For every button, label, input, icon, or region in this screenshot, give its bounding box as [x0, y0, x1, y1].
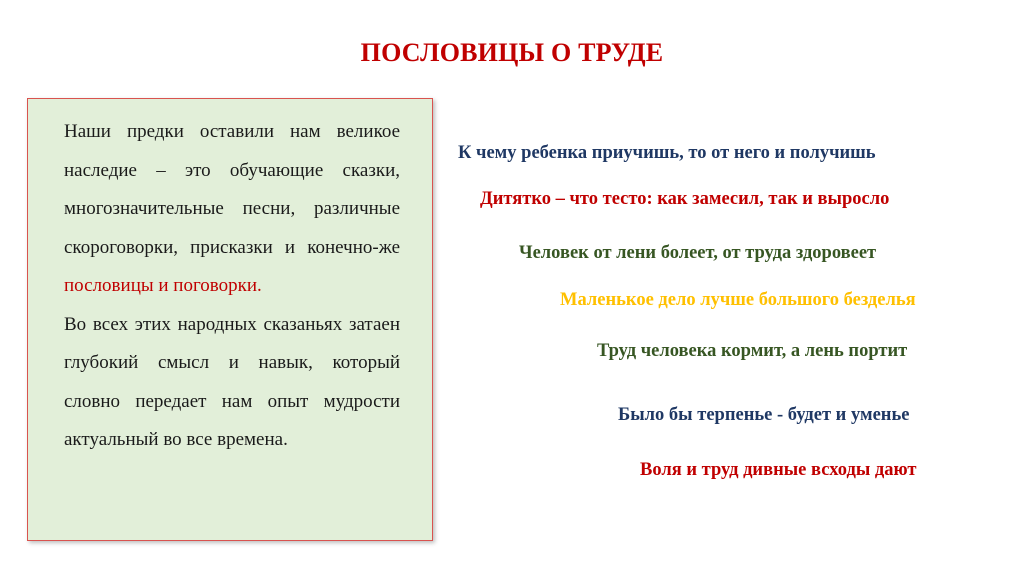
intro-paragraph-1-text: Наши предки оставили нам великое наследие – это обучающие сказки, многозначительные песни, различные скороговорки, присказки и конечно-же: [64, 121, 400, 258]
proverb-1: К чему ребенка приучишь, то от него и получишь: [458, 143, 876, 163]
intro-paragraph-2: Во всех этих народных сказаньях затаен глубокий смысл и навык, который словно передает нам опыт мудрости актуальный во все времена.: [64, 313, 400, 450]
intro-text: [64, 113, 400, 460]
proverb-2: Дитятко – что тесто: как замесил, так и выросло: [480, 189, 890, 209]
proverb-6: Было бы терпенье - будет и уменье: [618, 405, 910, 425]
slide-title: ПОСЛОВИЦЫ О ТРУДЕ: [360, 38, 664, 67]
intro-text-box: [27, 98, 433, 541]
intro-highlight-proverbs: пословицы и поговорки.: [64, 275, 262, 296]
proverb-3: Человек от лени болеет, от труда здоровеет: [519, 243, 877, 263]
proverb-4: Маленькое дело лучше большого безделья: [560, 290, 916, 310]
proverb-7: Воля и труд дивные всходы дают: [640, 460, 917, 480]
proverb-5: Труд человека кормит, а лень портит: [597, 341, 908, 361]
intro-paragraph-1: [64, 113, 400, 306]
